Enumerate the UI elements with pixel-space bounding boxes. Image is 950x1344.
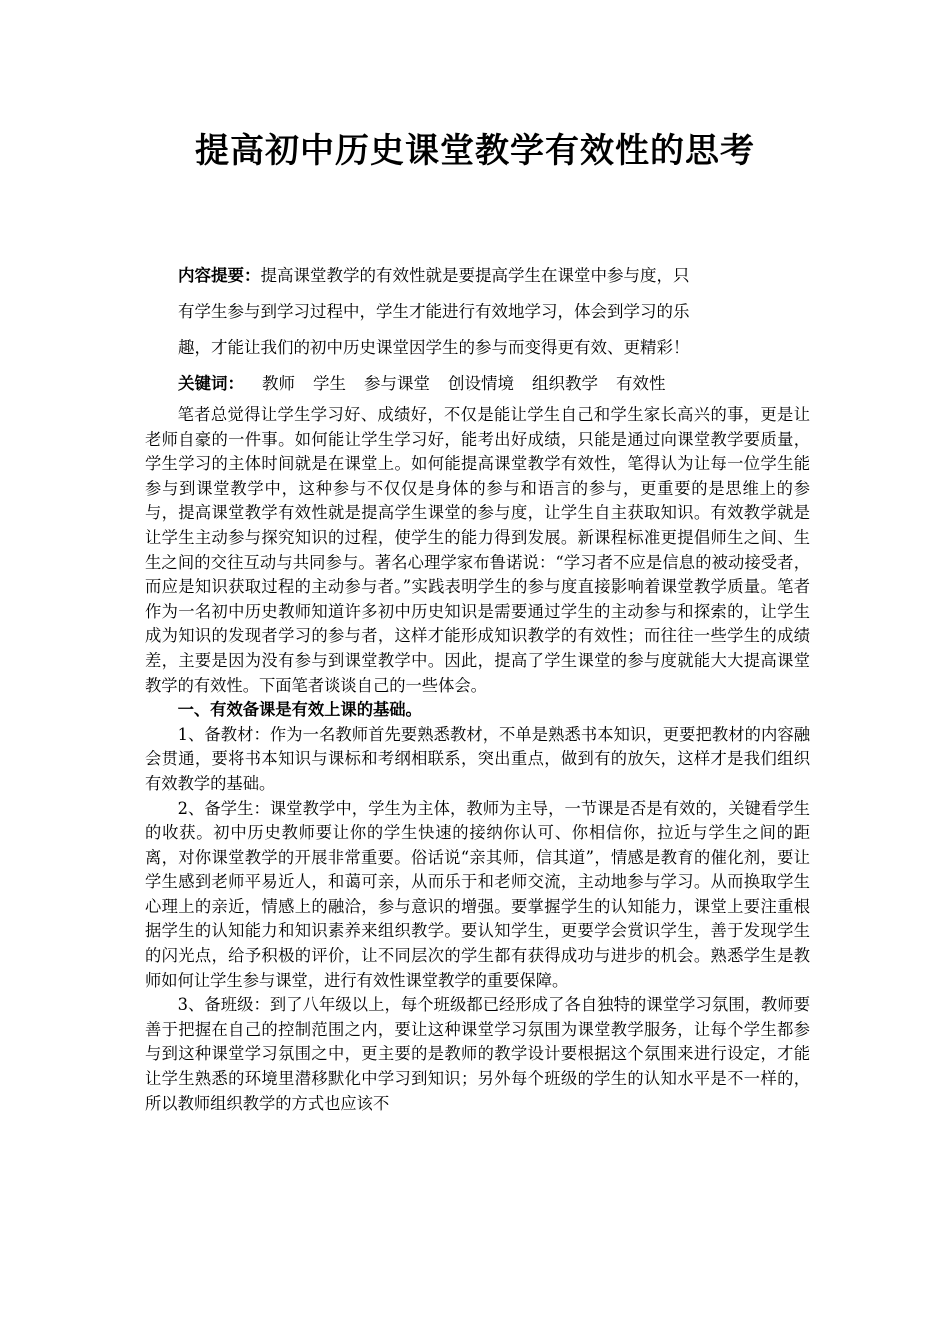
intro-paragraph: 笔者总觉得让学生学习好、成绩好，不仅是能让学生自己和学生家长高兴的事，更是让老师自豪的一件事。如何能让学生学习好，能考出好成绩，只能是通过向课堂教学要质量，学生学习的主体时间就是在课堂上。如何能提高课堂教学有效性，笔得认为让每一位学生能参与到课堂教学中，这种参与不仅仅是身体的参与和语言的参与，更重要的是思维上的参与，提高课堂教学有效性就是提高学生课堂的参与度，让学生自主获取知识。有效教学就是让学生主动参与探究知识的过程，使学生的能力得到发展。新课程标准更提倡师生之间、生生之间的交往互动与共同参与。著名心理学家布鲁诺说：“学习者不应是信息的被动接受者，而应是知识获取过程的主动参与者。”实践表明学生的参与度直接影响着课堂教学质量。笔者作为一名初中历史教师知道许多初中历史知识是需要通过学生的主动参与和探索的，让学生成为知识的发现者学习的参与者，这样才能形成知识教学的有效性；而往往一些学生的成绩差，主要是因为没有参与到课堂教学中。因此，提高了学生课堂的参与度就能大大提高课堂教学的有效性。下面笔者谈谈自己的一些体会。 (145, 405, 810, 695)
abstract-line-3: 趣，才能让我们的初中历史课堂因学生的参与而变得更有效、更精彩！ (178, 338, 690, 357)
document-body (145, 403, 810, 1116)
document-title: 提高初中历史课堂教学有效性的思考 (195, 131, 755, 171)
paragraph-prepare-materials: 1、备教材：作为一名教师首先要熟悉教材，不单是熟悉书本知识，更要把教材的内容融会贯通，要将书本知识与课标和考纲相联系，突出重点，做到有的放矢，这样才是我们组织有效教学的基础。 (145, 724, 810, 793)
section-heading-1: 一、有效备课是有效上课的基础。 (177, 700, 422, 720)
keyword: 参与课堂 (364, 374, 430, 393)
keyword: 教师 (262, 374, 295, 393)
keyword: 组织教学 (532, 374, 598, 393)
keywords-line (178, 366, 778, 402)
abstract-text-1: 提高课堂教学的有效性就是要提高学生在课堂中参与度，只 (260, 266, 690, 285)
keywords-label: 关键词： (178, 374, 244, 393)
abstract-block (178, 258, 778, 402)
abstract-line-2: 有学生参与到学习过程中，学生才能进行有效地学习，体会到学习的乐 (178, 302, 690, 321)
abstract-line-1 (178, 258, 778, 294)
paragraph-prepare-students: 2、备学生：课堂教学中，学生为主体，教师为主导，一节课是否是有效的，关键看学生的收获。初中历史教师要让你的学生快速的接纳你认可、你相信你，拉近与学生之间的距离，对你课堂教学的开展非常重要。俗话说“亲其师，信其道”，情感是教育的催化剂，要让学生感到老师平易近人，和蔼可亲，从而乐于和老师交流，主动地参与学习。从而换取学生心理上的亲近，情感上的融洽，参与意识的增强。要掌握学生的认知能力，课堂上要注重根据学生的认知能力和知识素养来组织教学。要认知学生，更要学会赏识学生，善于发现学生的闪光点，给予积极的评价，让不同层次的学生都有获得成功与进步的机会。熟悉学生是教师如何让学生参与课堂，进行有效性课堂教学的重要保障。 (145, 798, 810, 990)
keyword: 学生 (313, 374, 346, 393)
abstract-label: 内容提要： (178, 266, 261, 285)
keyword: 有效性 (616, 374, 666, 393)
keyword: 创设情境 (448, 374, 514, 393)
paragraph-prepare-class: 3、备班级：到了八年级以上，每个班级都已经形成了各自独特的课堂学习氛围，教师要善于把握在自己的控制范围之内，要让这种课堂学习氛围为课堂教学服务，让每个学生都参与到这种课堂学习氛围之中，更主要的是教师的教学设计要根据这个氛围来进行设定，才能让学生熟悉的环境里潜移默化中学习到知识；另外每个班级的学生的认知水平是不一样的，所以教师组织教学的方式也应该不 (145, 995, 810, 1113)
